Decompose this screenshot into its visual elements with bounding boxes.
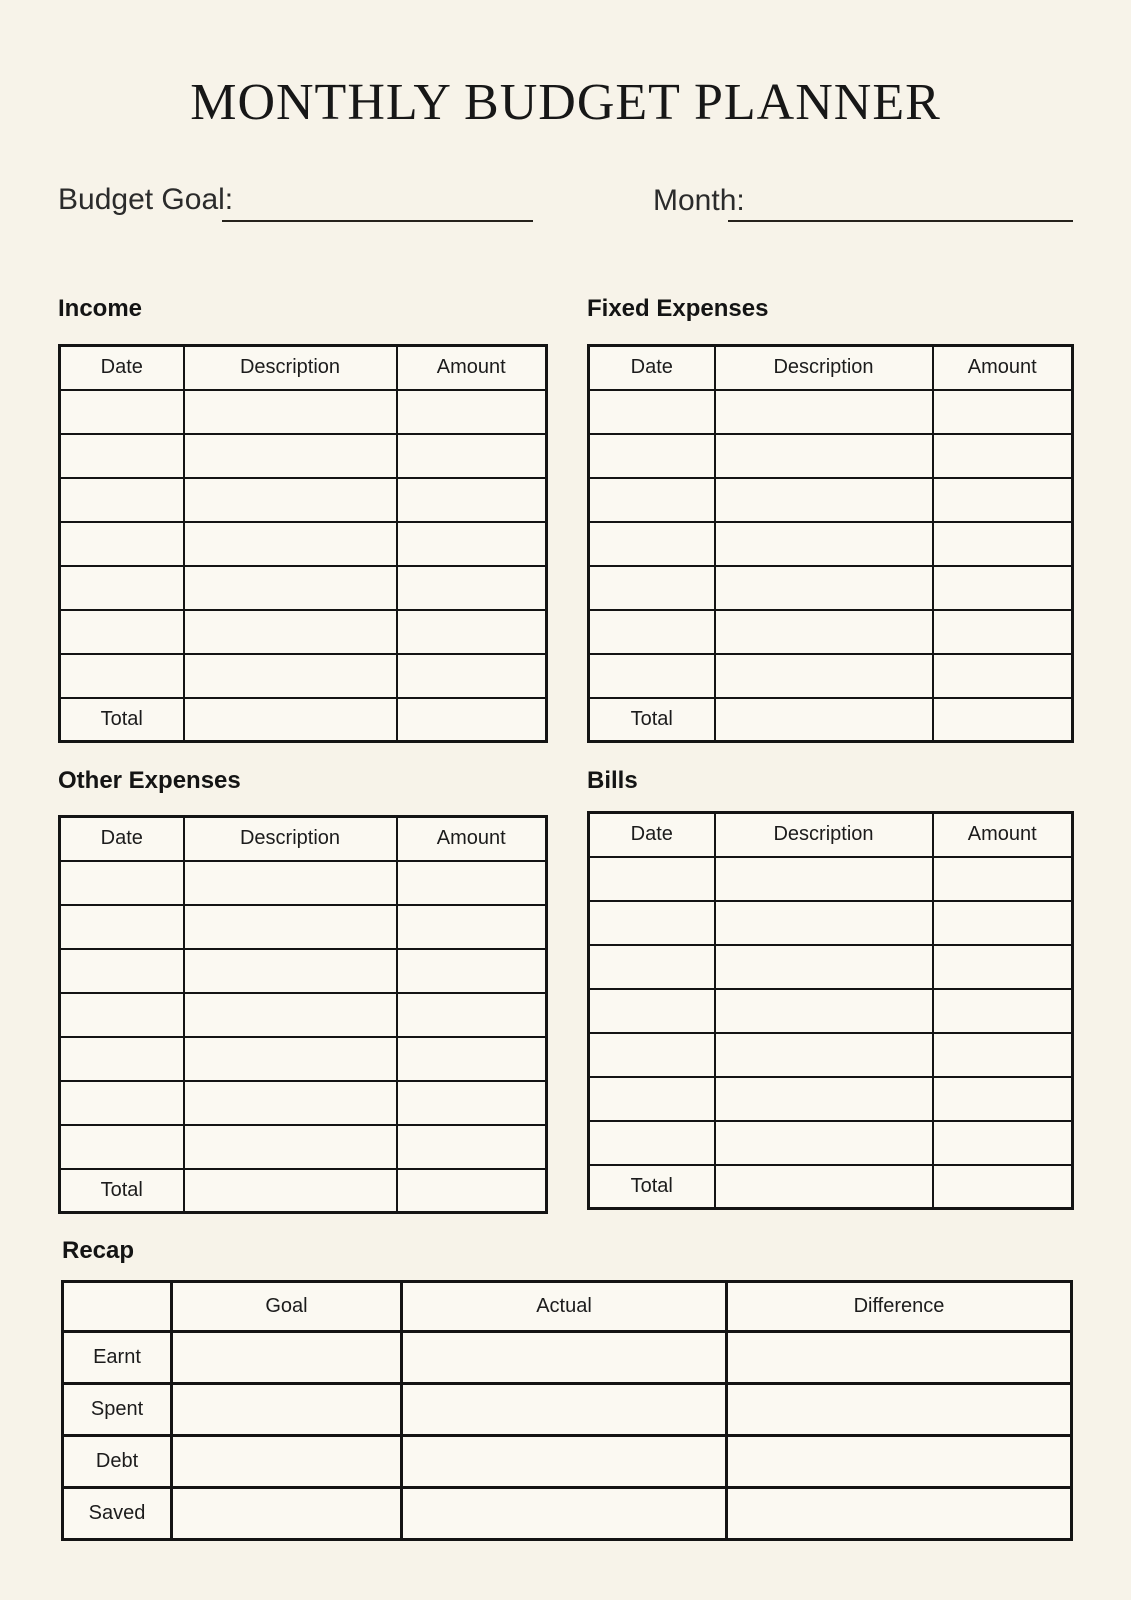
recap-label-saved: Saved	[63, 1488, 172, 1540]
ledger-cell[interactable]	[933, 1077, 1073, 1121]
ledger-row	[589, 901, 1073, 945]
total-value-cell[interactable]	[715, 1165, 933, 1209]
ledger-cell[interactable]	[184, 949, 397, 993]
ledger-cell[interactable]	[60, 861, 184, 905]
ledger-row	[60, 993, 547, 1037]
fixed-expenses-title: Fixed Expenses	[587, 295, 769, 322]
ledger-row	[60, 610, 547, 654]
recap-value-cell[interactable]	[727, 1436, 1072, 1488]
column-header-amount: Amount	[933, 346, 1073, 390]
ledger-cell[interactable]	[933, 945, 1073, 989]
recap-value-cell[interactable]	[727, 1384, 1072, 1436]
ledger-row	[589, 434, 1073, 478]
ledger-cell[interactable]	[933, 434, 1073, 478]
ledger-cell[interactable]	[933, 857, 1073, 901]
column-header-description: Description	[715, 813, 933, 857]
total-label: Total	[60, 1169, 184, 1213]
month-label: Month:	[653, 184, 745, 217]
ledger-cell[interactable]	[715, 478, 933, 522]
ledger-cell[interactable]	[184, 905, 397, 949]
ledger-cell[interactable]	[184, 1125, 397, 1169]
ledger-cell[interactable]	[397, 861, 547, 905]
ledger-cell[interactable]	[589, 1121, 715, 1165]
total-row	[60, 698, 547, 742]
total-row	[60, 1169, 547, 1213]
ledger-cell[interactable]	[589, 857, 715, 901]
ledger-row	[60, 566, 547, 610]
ledger-row	[589, 857, 1073, 901]
column-header-date: Date	[589, 813, 715, 857]
recap-row-saved	[63, 1488, 1072, 1540]
column-header-amount: Amount	[397, 346, 547, 390]
ledger-cell[interactable]	[184, 861, 397, 905]
ledger-cell[interactable]	[715, 945, 933, 989]
ledger-cell[interactable]	[589, 566, 715, 610]
total-label: Total	[60, 698, 184, 742]
ledger-cell[interactable]	[715, 1121, 933, 1165]
total-label: Total	[589, 1165, 715, 1209]
ledger-cell[interactable]	[397, 654, 547, 698]
other-expenses-table	[58, 815, 548, 1214]
ledger-cell[interactable]	[589, 945, 715, 989]
ledger-cell[interactable]	[60, 478, 184, 522]
ledger-cell[interactable]	[184, 1081, 397, 1125]
ledger-cell[interactable]	[184, 434, 397, 478]
recap-header-difference: Difference	[727, 1282, 1072, 1332]
recap-value-cell[interactable]	[402, 1384, 727, 1436]
ledger-cell[interactable]	[933, 610, 1073, 654]
total-row	[589, 1165, 1073, 1209]
ledger-cell[interactable]	[397, 993, 547, 1037]
ledger-row	[589, 989, 1073, 1033]
ledger-row	[60, 949, 547, 993]
ledger-cell[interactable]	[589, 610, 715, 654]
recap-row-debt	[63, 1436, 1072, 1488]
other-expenses-title: Other Expenses	[58, 767, 241, 794]
ledger-cell[interactable]	[184, 1037, 397, 1081]
ledger-cell[interactable]	[589, 901, 715, 945]
ledger-row	[589, 1077, 1073, 1121]
ledger-header-row	[60, 817, 547, 861]
ledger-cell[interactable]	[60, 905, 184, 949]
recap-label-debt: Debt	[63, 1436, 172, 1488]
column-header-description: Description	[184, 817, 397, 861]
ledger-cell[interactable]	[397, 905, 547, 949]
ledger-cell[interactable]	[933, 654, 1073, 698]
ledger-cell[interactable]	[184, 522, 397, 566]
total-label: Total	[589, 698, 715, 742]
ledger-cell[interactable]	[60, 1081, 184, 1125]
ledger-cell[interactable]	[184, 566, 397, 610]
ledger-row	[589, 1033, 1073, 1077]
recap-value-cell[interactable]	[172, 1332, 402, 1384]
ledger-cell[interactable]	[589, 390, 715, 434]
recap-value-cell[interactable]	[172, 1488, 402, 1540]
column-header-description: Description	[715, 346, 933, 390]
ledger-cell[interactable]	[715, 390, 933, 434]
total-amount-cell[interactable]	[397, 698, 547, 742]
ledger-cell[interactable]	[184, 478, 397, 522]
ledger-cell[interactable]	[397, 434, 547, 478]
fixed-expenses-table	[587, 344, 1074, 743]
ledger-cell[interactable]	[397, 949, 547, 993]
ledger-cell[interactable]	[715, 654, 933, 698]
recap-row-spent	[63, 1384, 1072, 1436]
ledger-cell[interactable]	[60, 390, 184, 434]
ledger-cell[interactable]	[60, 993, 184, 1037]
ledger-cell[interactable]	[397, 1125, 547, 1169]
ledger-cell[interactable]	[933, 901, 1073, 945]
ledger-row	[60, 861, 547, 905]
recap-value-cell[interactable]	[727, 1332, 1072, 1384]
column-header-amount: Amount	[933, 813, 1073, 857]
ledger-cell[interactable]	[589, 434, 715, 478]
ledger-row	[60, 654, 547, 698]
recap-header-goal: Goal	[172, 1282, 402, 1332]
recap-header-blank	[63, 1282, 172, 1332]
total-amount-cell[interactable]	[933, 698, 1073, 742]
ledger-cell[interactable]	[60, 522, 184, 566]
ledger-cell[interactable]	[60, 1037, 184, 1081]
ledger-cell[interactable]	[589, 654, 715, 698]
recap-table	[61, 1280, 1073, 1541]
ledger-row	[589, 566, 1073, 610]
total-amount-cell[interactable]	[933, 1165, 1073, 1209]
recap-value-cell[interactable]	[172, 1436, 402, 1488]
ledger-cell[interactable]	[715, 989, 933, 1033]
ledger-cell[interactable]	[397, 1037, 547, 1081]
bills-title: Bills	[587, 767, 638, 794]
ledger-row	[60, 1037, 547, 1081]
ledger-cell[interactable]	[715, 901, 933, 945]
recap-row-earnt	[63, 1332, 1072, 1384]
month-line[interactable]	[728, 200, 1073, 222]
ledger-row	[60, 434, 547, 478]
recap-value-cell[interactable]	[172, 1384, 402, 1436]
ledger-cell[interactable]	[397, 1081, 547, 1125]
ledger-cell[interactable]	[933, 566, 1073, 610]
ledger-cell[interactable]	[589, 1033, 715, 1077]
recap-value-cell[interactable]	[402, 1332, 727, 1384]
ledger-cell[interactable]	[60, 610, 184, 654]
ledger-header-row	[589, 813, 1073, 857]
ledger-cell[interactable]	[397, 566, 547, 610]
ledger-cell[interactable]	[933, 522, 1073, 566]
ledger-cell[interactable]	[184, 390, 397, 434]
ledger-cell[interactable]	[933, 1121, 1073, 1165]
ledger-row	[60, 390, 547, 434]
ledger-cell[interactable]	[933, 478, 1073, 522]
ledger-cell[interactable]	[184, 654, 397, 698]
ledger-cell[interactable]	[60, 434, 184, 478]
ledger-cell[interactable]	[715, 522, 933, 566]
ledger-row	[60, 522, 547, 566]
ledger-cell[interactable]	[933, 390, 1073, 434]
ledger-cell[interactable]	[715, 610, 933, 654]
total-row	[589, 698, 1073, 742]
column-header-amount: Amount	[397, 817, 547, 861]
ledger-cell[interactable]	[715, 434, 933, 478]
total-value-cell[interactable]	[184, 1169, 397, 1213]
ledger-row	[589, 478, 1073, 522]
recap-header-actual: Actual	[402, 1282, 727, 1332]
column-header-date: Date	[60, 817, 184, 861]
ledger-cell[interactable]	[589, 522, 715, 566]
ledger-cell[interactable]	[589, 1077, 715, 1121]
ledger-row	[60, 1081, 547, 1125]
income-title: Income	[58, 295, 143, 322]
ledger-row	[589, 654, 1073, 698]
ledger-cell[interactable]	[715, 857, 933, 901]
ledger-cell[interactable]	[715, 1077, 933, 1121]
income-table	[58, 344, 548, 743]
recap-label-earnt: Earnt	[63, 1332, 172, 1384]
recap-value-cell[interactable]	[402, 1436, 727, 1488]
ledger-row	[589, 610, 1073, 654]
ledger-cell[interactable]	[397, 390, 547, 434]
ledger-header-row	[589, 346, 1073, 390]
page-title: MONTHLY BUDGET PLANNER	[190, 74, 941, 131]
ledger-cell[interactable]	[184, 993, 397, 1037]
ledger-cell[interactable]	[397, 610, 547, 654]
ledger-cell[interactable]	[60, 566, 184, 610]
ledger-row	[60, 905, 547, 949]
total-value-cell[interactable]	[184, 698, 397, 742]
ledger-row	[589, 390, 1073, 434]
ledger-cell[interactable]	[184, 610, 397, 654]
total-value-cell[interactable]	[715, 698, 933, 742]
total-amount-cell[interactable]	[397, 1169, 547, 1213]
ledger-row	[589, 1121, 1073, 1165]
column-header-date: Date	[589, 346, 715, 390]
recap-title: Recap	[62, 1237, 135, 1264]
ledger-cell[interactable]	[589, 989, 715, 1033]
ledger-cell[interactable]	[60, 949, 184, 993]
ledger-cell[interactable]	[589, 478, 715, 522]
ledger-cell[interactable]	[933, 1033, 1073, 1077]
ledger-row	[60, 478, 547, 522]
recap-header-row	[63, 1282, 1072, 1332]
ledger-cell[interactable]	[60, 1125, 184, 1169]
ledger-cell[interactable]	[715, 1033, 933, 1077]
ledger-cell[interactable]	[60, 654, 184, 698]
bills-table	[587, 811, 1074, 1210]
ledger-cell[interactable]	[933, 989, 1073, 1033]
recap-label-spent: Spent	[63, 1384, 172, 1436]
column-header-description: Description	[184, 346, 397, 390]
ledger-row	[60, 1125, 547, 1169]
ledger-cell[interactable]	[715, 566, 933, 610]
recap-value-cell[interactable]	[727, 1488, 1072, 1540]
column-header-date: Date	[60, 346, 184, 390]
ledger-cell[interactable]	[397, 478, 547, 522]
ledger-cell[interactable]	[397, 522, 547, 566]
ledger-row	[589, 522, 1073, 566]
ledger-header-row	[60, 346, 547, 390]
budget-goal-label: Budget Goal:	[58, 183, 234, 216]
budget-goal-line[interactable]	[222, 200, 533, 222]
ledger-row	[589, 945, 1073, 989]
recap-value-cell[interactable]	[402, 1488, 727, 1540]
